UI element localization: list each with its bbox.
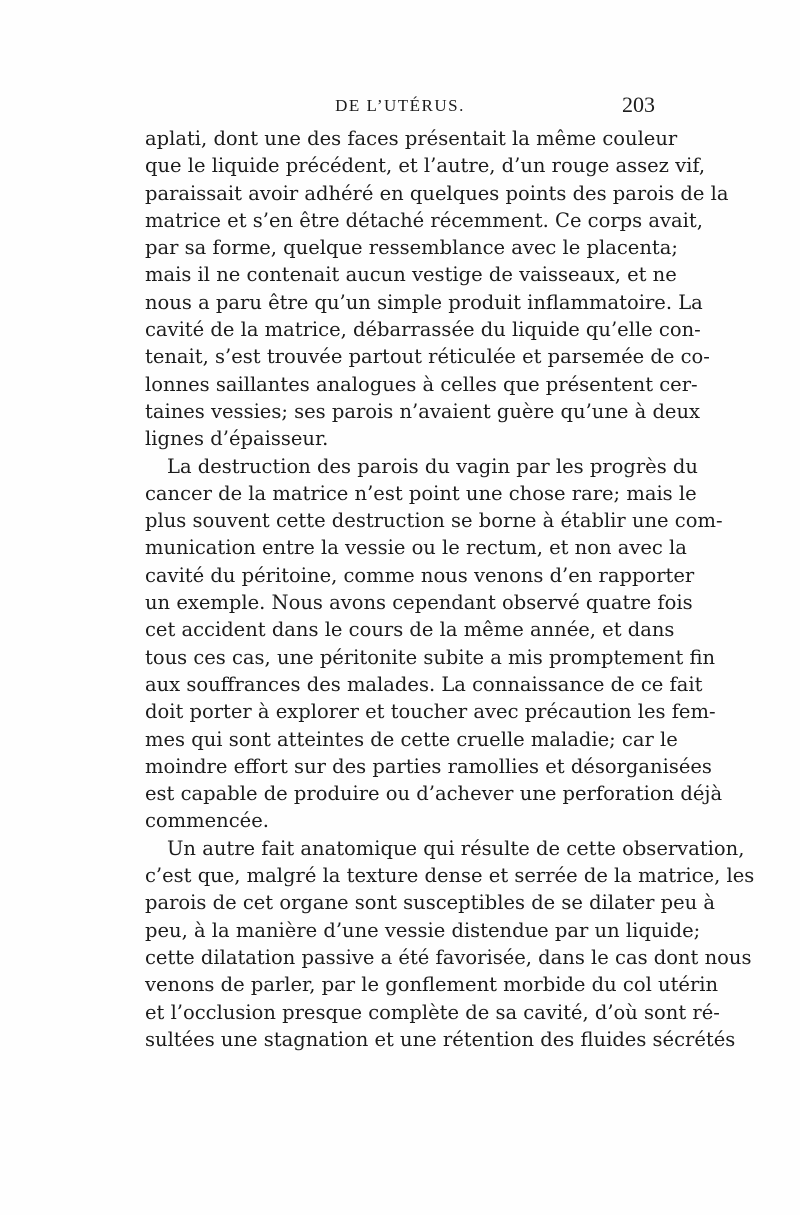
paragraph [145, 453, 723, 835]
text-line: cet accident dans le cours de la même année, et dans [145, 618, 675, 642]
running-title: DE L’UTÉRUS. [335, 96, 465, 115]
text-line: Un autre fait anatomique qui résulte de cette observation, [167, 836, 745, 860]
text-line: tenait, s’est trouvée partout réticulée et parsemée de co- [145, 345, 710, 369]
text-line: doit porter à explorer et toucher avec précaution les fem- [145, 700, 716, 724]
text-line: aplati, dont une des faces présentait la même couleur [145, 127, 678, 150]
text-line: commencée. [145, 809, 269, 833]
text-line: cancer de la matrice n’est point une chose rare; mais le [145, 481, 697, 505]
text-line: parois de cet organe sont susceptibles de se dilater peu à [145, 891, 716, 915]
text-line: cette dilatation passive a été favorisée, dans le cas dont nous [145, 945, 752, 969]
text-line: La destruction des parois du vagin par les progrès du [167, 454, 698, 478]
text-line: tous ces cas, une péritonite subite a mis promptement fin [145, 645, 716, 669]
text-line: lonnes saillantes analogues à celles que présentent cer- [145, 372, 698, 396]
body-text [145, 125, 755, 1053]
text-line: peu, à la manière d’une vessie distendue par un liquide; [145, 918, 701, 942]
text-line: venons de parler, par le gonflement morbide du col utérin [145, 973, 719, 997]
text-line: cavité de la matrice, débarrassée du liquide qu’elle con- [145, 318, 701, 342]
text-line: taines vessies; ses parois n’avaient guère qu’une à deux [145, 399, 701, 423]
text-line: sultées une stagnation et une rétention des fluides sécrétés [145, 1027, 736, 1051]
text-line: moindre effort sur des parties ramollies et désorganisées [145, 754, 712, 778]
text-line: mais il ne contenait aucun vestige de vaisseaux, et ne [145, 263, 677, 287]
text-line: lignes d’épaisseur. [145, 427, 329, 451]
text-line: matrice et s’en être détaché récemment. Ce corps avait, [145, 208, 703, 232]
text-line: un exemple. Nous avons cependant observé quatre fois [145, 591, 693, 615]
text-line: aux souffrances des malades. La connaissance de ce fait [145, 672, 703, 696]
text-line: munication entre la vessie ou le rectum, et non avec la [145, 536, 687, 560]
page-number: 203 [622, 92, 655, 117]
paragraph [145, 835, 755, 1053]
text-line: c’est que, malgré la texture dense et serrée de la matrice, les [145, 864, 755, 888]
text-line: mes qui sont atteintes de cette cruelle maladie; car le [145, 727, 678, 751]
text-line: et l’occlusion presque complète de sa cavité, d’où sont ré- [145, 1000, 720, 1024]
text-line: nous a paru être qu’un simple produit inflammatoire. La [145, 290, 703, 314]
paragraph [145, 125, 729, 453]
text-line: plus souvent cette destruction se borne à établir une com- [145, 509, 723, 533]
text-line: est capable de produire ou d’achever une perforation déjà [145, 782, 723, 806]
text-line: paraissait avoir adhéré en quelques points des parois de la [145, 181, 729, 205]
text-line: cavité du péritoine, comme nous venons d’en rapporter [145, 563, 695, 587]
running-head [145, 92, 655, 122]
text-line: que le liquide précédent, et l’autre, d’un rouge assez vif, [145, 154, 706, 178]
text-line: par sa forme, quelque ressemblance avec le placenta; [145, 236, 678, 260]
